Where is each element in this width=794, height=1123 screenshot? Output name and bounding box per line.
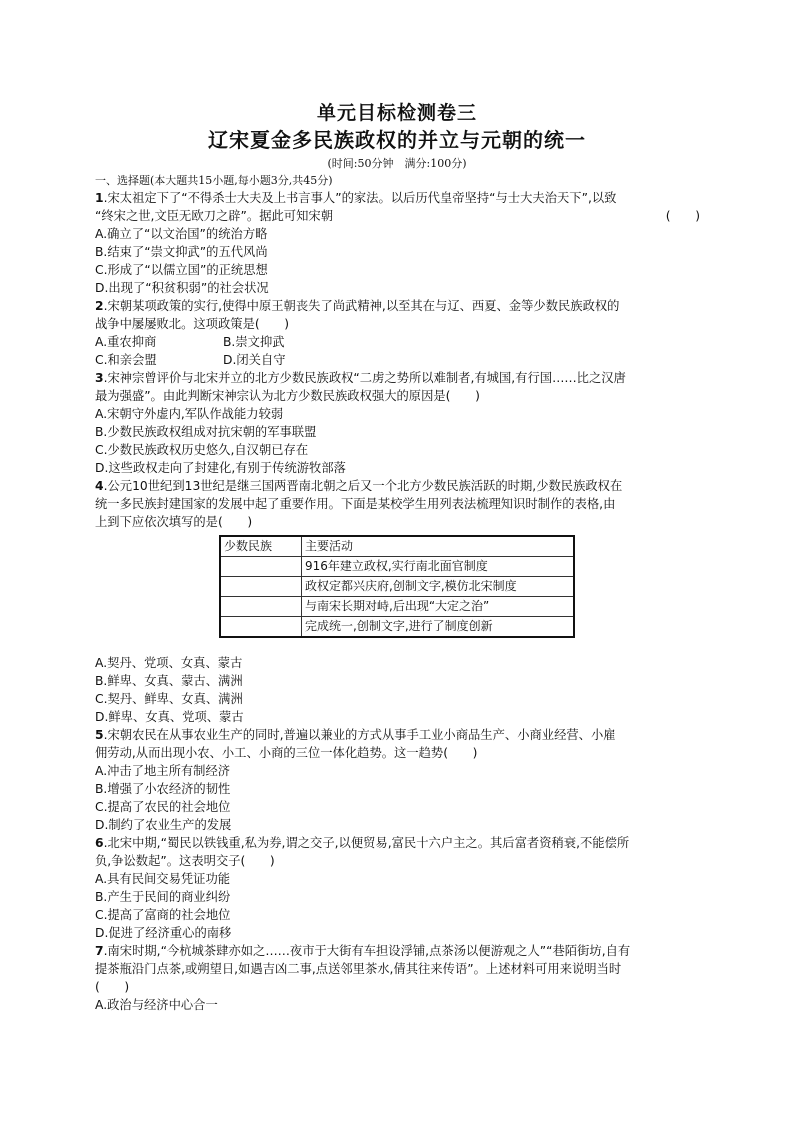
question-line: 3.宋神宗曾评价与北宋并立的北方少数民族政权“二虏之势所以难制者,有城国,有行国……比之汉唐 xyxy=(95,371,626,385)
question-number: 1 xyxy=(95,191,104,205)
option-b[interactable]: B.增强了小农经济的韧性 xyxy=(95,782,231,796)
table-header: 主要活动 xyxy=(302,536,575,557)
option-row xyxy=(95,351,700,369)
section-heading: 一、选择题(本大题共15小题,每小题3分,共45分) xyxy=(95,174,333,187)
knowledge-table xyxy=(219,535,575,638)
option-b[interactable]: B.结束了“崇文抑武”的五代风尚 xyxy=(95,245,268,259)
question-text: 宋朝农民在从事农业生产的同时,普遍以兼业的方式从事手工业小商品生产、小商业经营、小雇 xyxy=(107,728,616,742)
table-header-row xyxy=(220,536,574,557)
question-text: 宋太祖定下了“不得杀士大夫及上书言事人”的家法。以后历代皇帝坚持“与士大夫治天下”,以致 xyxy=(107,191,617,205)
table-cell-blank[interactable] xyxy=(220,597,302,617)
question-number: 3 xyxy=(95,371,104,385)
option-d[interactable]: D.这些政权走向了封建化,有别于传统游牧部落 xyxy=(95,461,346,475)
option-a[interactable]: A.宋朝守外虚内,军队作战能力较弱 xyxy=(95,407,284,421)
question-text: 南宋时期,“今杭城茶肆亦如之……夜市于大街有车担设浮铺,点茶汤以便游观之人”“巷陌街坊,自有 xyxy=(107,944,631,958)
question-number: 2 xyxy=(95,299,104,313)
question-line xyxy=(95,207,700,225)
table-row xyxy=(220,577,574,597)
question-3 xyxy=(95,369,700,477)
question-line: 5.宋朝农民在从事农业生产的同时,普遍以兼业的方式从事手工业小商品生产、小商业经营、小雇 xyxy=(95,728,616,742)
question-number: 5 xyxy=(95,728,104,742)
option-a[interactable]: A.政治与经济中心合一 xyxy=(95,998,218,1012)
option-b[interactable]: B.鲜卑、女真、蒙古、满洲 xyxy=(95,674,243,688)
option-a[interactable]: A.确立了“以文治国”的统治方略 xyxy=(95,227,268,241)
option-a[interactable]: A.冲击了地主所有制经济 xyxy=(95,764,231,778)
option-c[interactable]: C.契丹、鲜卑、女真、满洲 xyxy=(95,692,243,706)
question-text: 公元10世纪到13世纪是继三国两晋南北朝之后又一个北方少数民族活跃的时期,少数民族政权在 xyxy=(107,479,623,493)
question-number: 6 xyxy=(95,836,104,850)
question-line: 1.宋太祖定下了“不得杀士大夫及上书言事人”的家法。以后历代皇帝坚持“与士大夫治天下”,以致 xyxy=(95,191,617,205)
option-b[interactable]: B.崇文抑武 xyxy=(223,335,285,349)
question-7 xyxy=(95,942,700,1014)
question-2 xyxy=(95,297,700,369)
question-line: 2.宋朝某项政策的实行,使得中原王朝丧失了尚武精神,以至其在与辽、西夏、金等少数民族政权的 xyxy=(95,299,620,313)
answer-bracket: ( ) xyxy=(95,980,130,994)
exam-content xyxy=(95,173,700,1014)
answer-bracket: ( ) xyxy=(665,209,700,223)
option-c[interactable]: C.和亲会盟 xyxy=(95,353,157,367)
option-d[interactable]: D.出现了“积贫积弱”的社会状况 xyxy=(95,281,269,295)
page-title: 单元目标检测卷三 xyxy=(316,102,477,124)
question-line: 4.公元10世纪到13世纪是继三国两晋南北朝之后又一个北方少数民族活跃的时期,少数民族政权在 xyxy=(95,479,623,493)
table-cell-blank[interactable] xyxy=(220,557,302,577)
option-a[interactable]: A.契丹、党项、女真、蒙古 xyxy=(95,656,243,670)
question-line: 提茶瓶沿门点茶,或朔望日,如遇吉凶二事,点送邻里茶水,倩其往来传语”。上述材料可用来说明当时 xyxy=(95,962,622,976)
table-cell: 政权定都兴庆府,创制文字,模仿北宋制度 xyxy=(302,577,575,597)
question-line: 战争中屡屡败北。这项政策是( ) xyxy=(95,317,290,331)
table-cell-blank[interactable] xyxy=(220,577,302,597)
option-a[interactable]: A.具有民间交易凭证功能 xyxy=(95,872,231,886)
table-cell-blank[interactable] xyxy=(220,617,302,638)
exam-meta: (时间:50分钟 满分:100分) xyxy=(327,157,467,170)
option-row xyxy=(95,333,700,351)
question-4 xyxy=(95,477,700,726)
question-text: “终宋之世,文臣无欧刀之辟”。据此可知宋朝 xyxy=(95,209,333,223)
option-c[interactable]: C.形成了“以儒立国”的正统思想 xyxy=(95,263,268,277)
option-b[interactable]: B.产生于民间的商业纠纷 xyxy=(95,890,231,904)
question-text: 宋朝某项政策的实行,使得中原王朝丧失了尚武精神,以至其在与辽、西夏、金等少数民族政权的 xyxy=(107,299,620,313)
question-line: 负,争讼数起”。这表明交子( ) xyxy=(95,854,275,868)
option-d[interactable]: D.促进了经济重心的南移 xyxy=(95,926,232,940)
table-row xyxy=(220,557,574,577)
question-number: 7 xyxy=(95,944,104,958)
question-line: 6.北宋中期,“蜀民以铁钱重,私为券,谓之交子,以便贸易,富民十六户主之。其后富者资稍衰,不能偿所 xyxy=(95,836,630,850)
page-subtitle: 辽宋夏金多民族政权的并立与元朝的统一 xyxy=(208,128,586,152)
option-b[interactable]: B.少数民族政权组成对抗宋朝的军事联盟 xyxy=(95,425,317,439)
table-row xyxy=(220,597,574,617)
option-d[interactable]: D.鲜卑、女真、党项、蒙古 xyxy=(95,710,244,724)
question-line: 佣劳动,从而出现小农、小工、小商的三位一体化趋势。这一趋势( ) xyxy=(95,746,478,760)
option-c[interactable]: C.提高了农民的社会地位 xyxy=(95,800,231,814)
option-d[interactable]: D.闭关自守 xyxy=(223,353,286,367)
option-d[interactable]: D.制约了农业生产的发展 xyxy=(95,818,232,832)
table-cell: 916年建立政权,实行南北面官制度 xyxy=(302,557,575,577)
question-1 xyxy=(95,189,700,297)
table-cell: 完成统一,创制文字,进行了制度创新 xyxy=(302,617,575,638)
table-header: 少数民族 xyxy=(220,536,302,557)
question-line: 上到下应依次填写的是( ) xyxy=(95,515,253,529)
question-5 xyxy=(95,726,700,834)
question-line: 最为强盛”。由此判断宋神宗认为北方少数民族政权强大的原因是( ) xyxy=(95,389,480,403)
question-text: 北宋中期,“蜀民以铁钱重,私为券,谓之交子,以便贸易,富民十六户主之。其后富者资稍衰,不能偿所 xyxy=(107,836,630,850)
question-number: 4 xyxy=(95,479,104,493)
option-a[interactable]: A.重农抑商 xyxy=(95,335,157,349)
option-c[interactable]: C.少数民族政权历史悠久,自汉朝已存在 xyxy=(95,443,309,457)
question-6 xyxy=(95,834,700,942)
option-c[interactable]: C.提高了富商的社会地位 xyxy=(95,908,231,922)
question-text: 宋神宗曾评价与北宋并立的北方少数民族政权“二虏之势所以难制者,有城国,有行国……比之汉唐 xyxy=(107,371,626,385)
question-line: 统一多民族封建国家的发展中起了重要作用。下面是某校学生用列表法梳理知识时制作的表格,由 xyxy=(95,497,616,511)
table-row xyxy=(220,617,574,638)
table-cell: 与南宋长期对峙,后出现“大定之治” xyxy=(302,597,575,617)
question-line: 7.南宋时期,“今杭城茶肆亦如之……夜市于大街有车担设浮铺,点茶汤以便游观之人”“巷陌街坊,自有 xyxy=(95,944,631,958)
